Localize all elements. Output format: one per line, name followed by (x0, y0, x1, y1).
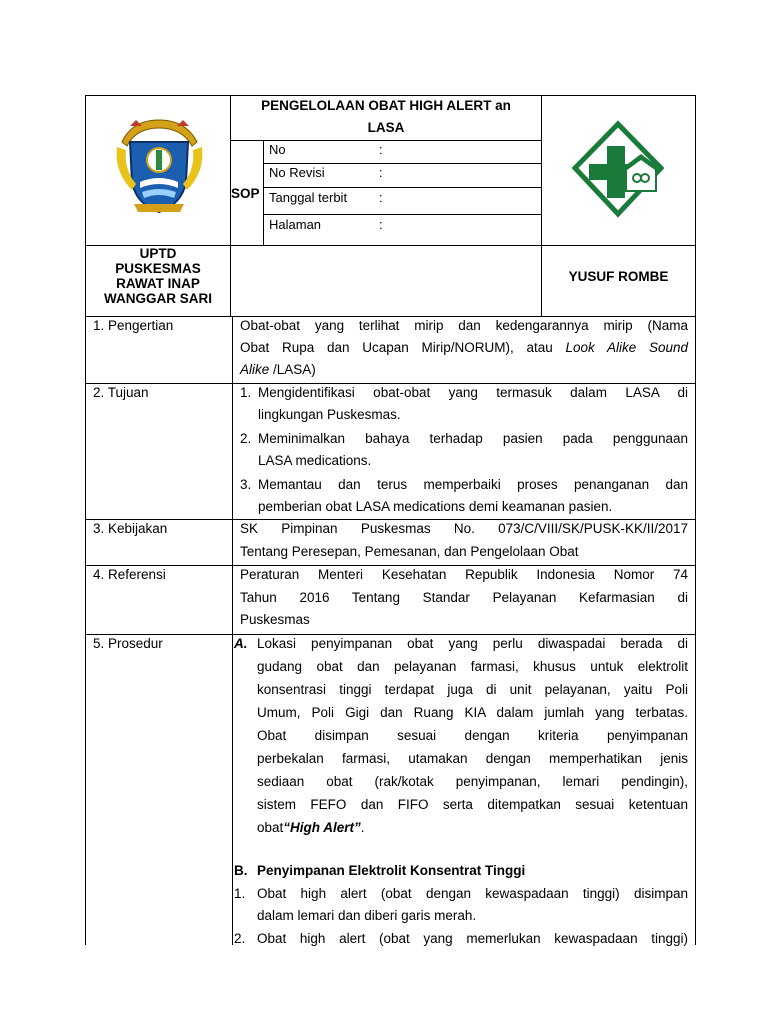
meta-label-halaman: Halaman (269, 217, 322, 232)
prosedur-a-line5: Obat disimpan sesuai dengan kriteria penyimpanan (257, 728, 688, 743)
tujuan-num-2: 2. (240, 431, 252, 446)
puskesmas-logo (571, 120, 666, 218)
tujuan-num-1: 1. (240, 385, 252, 400)
meta-sep-halaman: : (379, 217, 383, 232)
referensi-line3: Puskesmas (240, 612, 310, 627)
prosedur-a-line3: konsentrasi tinggi terdapat juga di unit pelayanan, yaitu Poli (257, 682, 688, 697)
prosedur-b-item1-l2: dalam lemari dan diberi garis merah. (257, 908, 477, 923)
tujuan-item3-l1: Memantau dan terus memperbaiki proses penanganan dan (258, 477, 688, 492)
kebijakan-line1: SK Pimpinan Puskesmas No. 073/C/VIII/SK/PUSK-KK/II/2017 (240, 521, 688, 536)
pengertian-line1: Obat-obat yang terlihat mirip dan kedengarannya mirip (Nama (240, 318, 688, 333)
referensi-line1: Peraturan Menteri Kesehatan Republik Indonesia Nomor 74 (240, 567, 688, 582)
tujuan-item1-l1: Mengidentifikasi obat-obat yang termasuk dalam LASA di (258, 385, 688, 400)
puskesmas-emblem-icon (571, 120, 666, 218)
prosedur-a-line2: gudang obat dan pelayanan farmasi, khusus untuk elektrolit (257, 659, 688, 674)
prosedur-b-marker: B. (234, 863, 248, 878)
prosedur-a-line6: perbekalan farmasi, utamakan dengan memperhatikan jenis (257, 751, 688, 766)
meta-label-tanggal: Tanggal terbit (269, 190, 348, 205)
regency-logo (112, 112, 207, 217)
kebijakan-line2: Tentang Peresepan, Pemesanan, dan Pengelolaan Obat (240, 544, 579, 559)
meta-sep-tanggal: : (379, 190, 383, 205)
tujuan-item2-l2: LASA medications. (258, 453, 372, 468)
meta-sep-no: : (379, 142, 383, 157)
pengertian-line3: Alike /LASA) (240, 362, 316, 377)
regency-emblem-icon (112, 112, 207, 217)
prosedur-a-line8: sistem FEFO dan FIFO serta ditempatkan sesuai ketentuan (257, 797, 688, 812)
document-title-line2: LASA (367, 120, 405, 135)
prosedur-a-line9: obat“High Alert”. (257, 820, 365, 835)
prosedur-b-num-2: 2. (234, 931, 246, 946)
org-line1: UPTD (139, 246, 177, 261)
prosedur-b-item1-l1: Obat high alert (obat dengan kewaspadaan tinggi) disimpan (257, 886, 688, 901)
section-label-tujuan: 2. Tujuan (93, 385, 149, 400)
pengertian-line2: Obat Rupa dan Ucapan Mirip/NORUM), atau Look Alike Sound (240, 340, 688, 355)
prosedur-b-num-1: 1. (234, 886, 246, 901)
tujuan-num-3: 3. (240, 477, 252, 492)
section-label-pengertian: 1. Pengertian (93, 318, 174, 333)
org-line4: WANGGAR SARI (104, 291, 212, 306)
tujuan-item3-l2: pemberian obat LASA medications demi keamanan pasien. (258, 499, 613, 514)
prosedur-b-item2-l1: Obat high alert (obat yang memerlukan kewaspadaan tinggi) (257, 931, 688, 946)
referensi-line2: Tahun 2016 Tentang Standar Pelayanan Kefarmasian di (240, 590, 688, 605)
signer-name: YUSUF ROMBE (568, 269, 669, 284)
prosedur-b-title: Penyimpanan Elektrolit Konsentrat Tinggi (257, 863, 526, 878)
document-title-line1: PENGELOLAAN OBAT HIGH ALERT an (261, 98, 511, 113)
tujuan-item1-l2: lingkungan Puskesmas. (258, 407, 401, 422)
prosedur-a-line7: sediaan obat (rak/kotak penyimpanan, lemari pendingin), (257, 774, 688, 789)
section-label-prosedur: 5. Prosedur (93, 636, 163, 651)
tujuan-item2-l1: Meminimalkan bahaya terhadap pasien pada penggunaan (258, 431, 688, 446)
meta-label-no: No (269, 142, 286, 157)
meta-sep-revisi: : (379, 165, 383, 180)
section-label-referensi: 4. Referensi (93, 567, 166, 582)
prosedur-a-line1: Lokasi penyimpanan obat yang perlu diwaspadai berada di (257, 636, 688, 651)
meta-label-revisi: No Revisi (269, 165, 325, 180)
prosedur-a-marker: A. (234, 636, 248, 651)
sop-label: SOP (231, 186, 260, 201)
section-label-kebijakan: 3. Kebijakan (93, 521, 168, 536)
org-line2: PUSKESMAS (115, 261, 201, 276)
org-line3: RAWAT INAP (116, 276, 200, 291)
prosedur-a-line4: Umum, Poli Gigi dan Ruang KIA dalam jumlah yang terbatas. (257, 705, 688, 720)
